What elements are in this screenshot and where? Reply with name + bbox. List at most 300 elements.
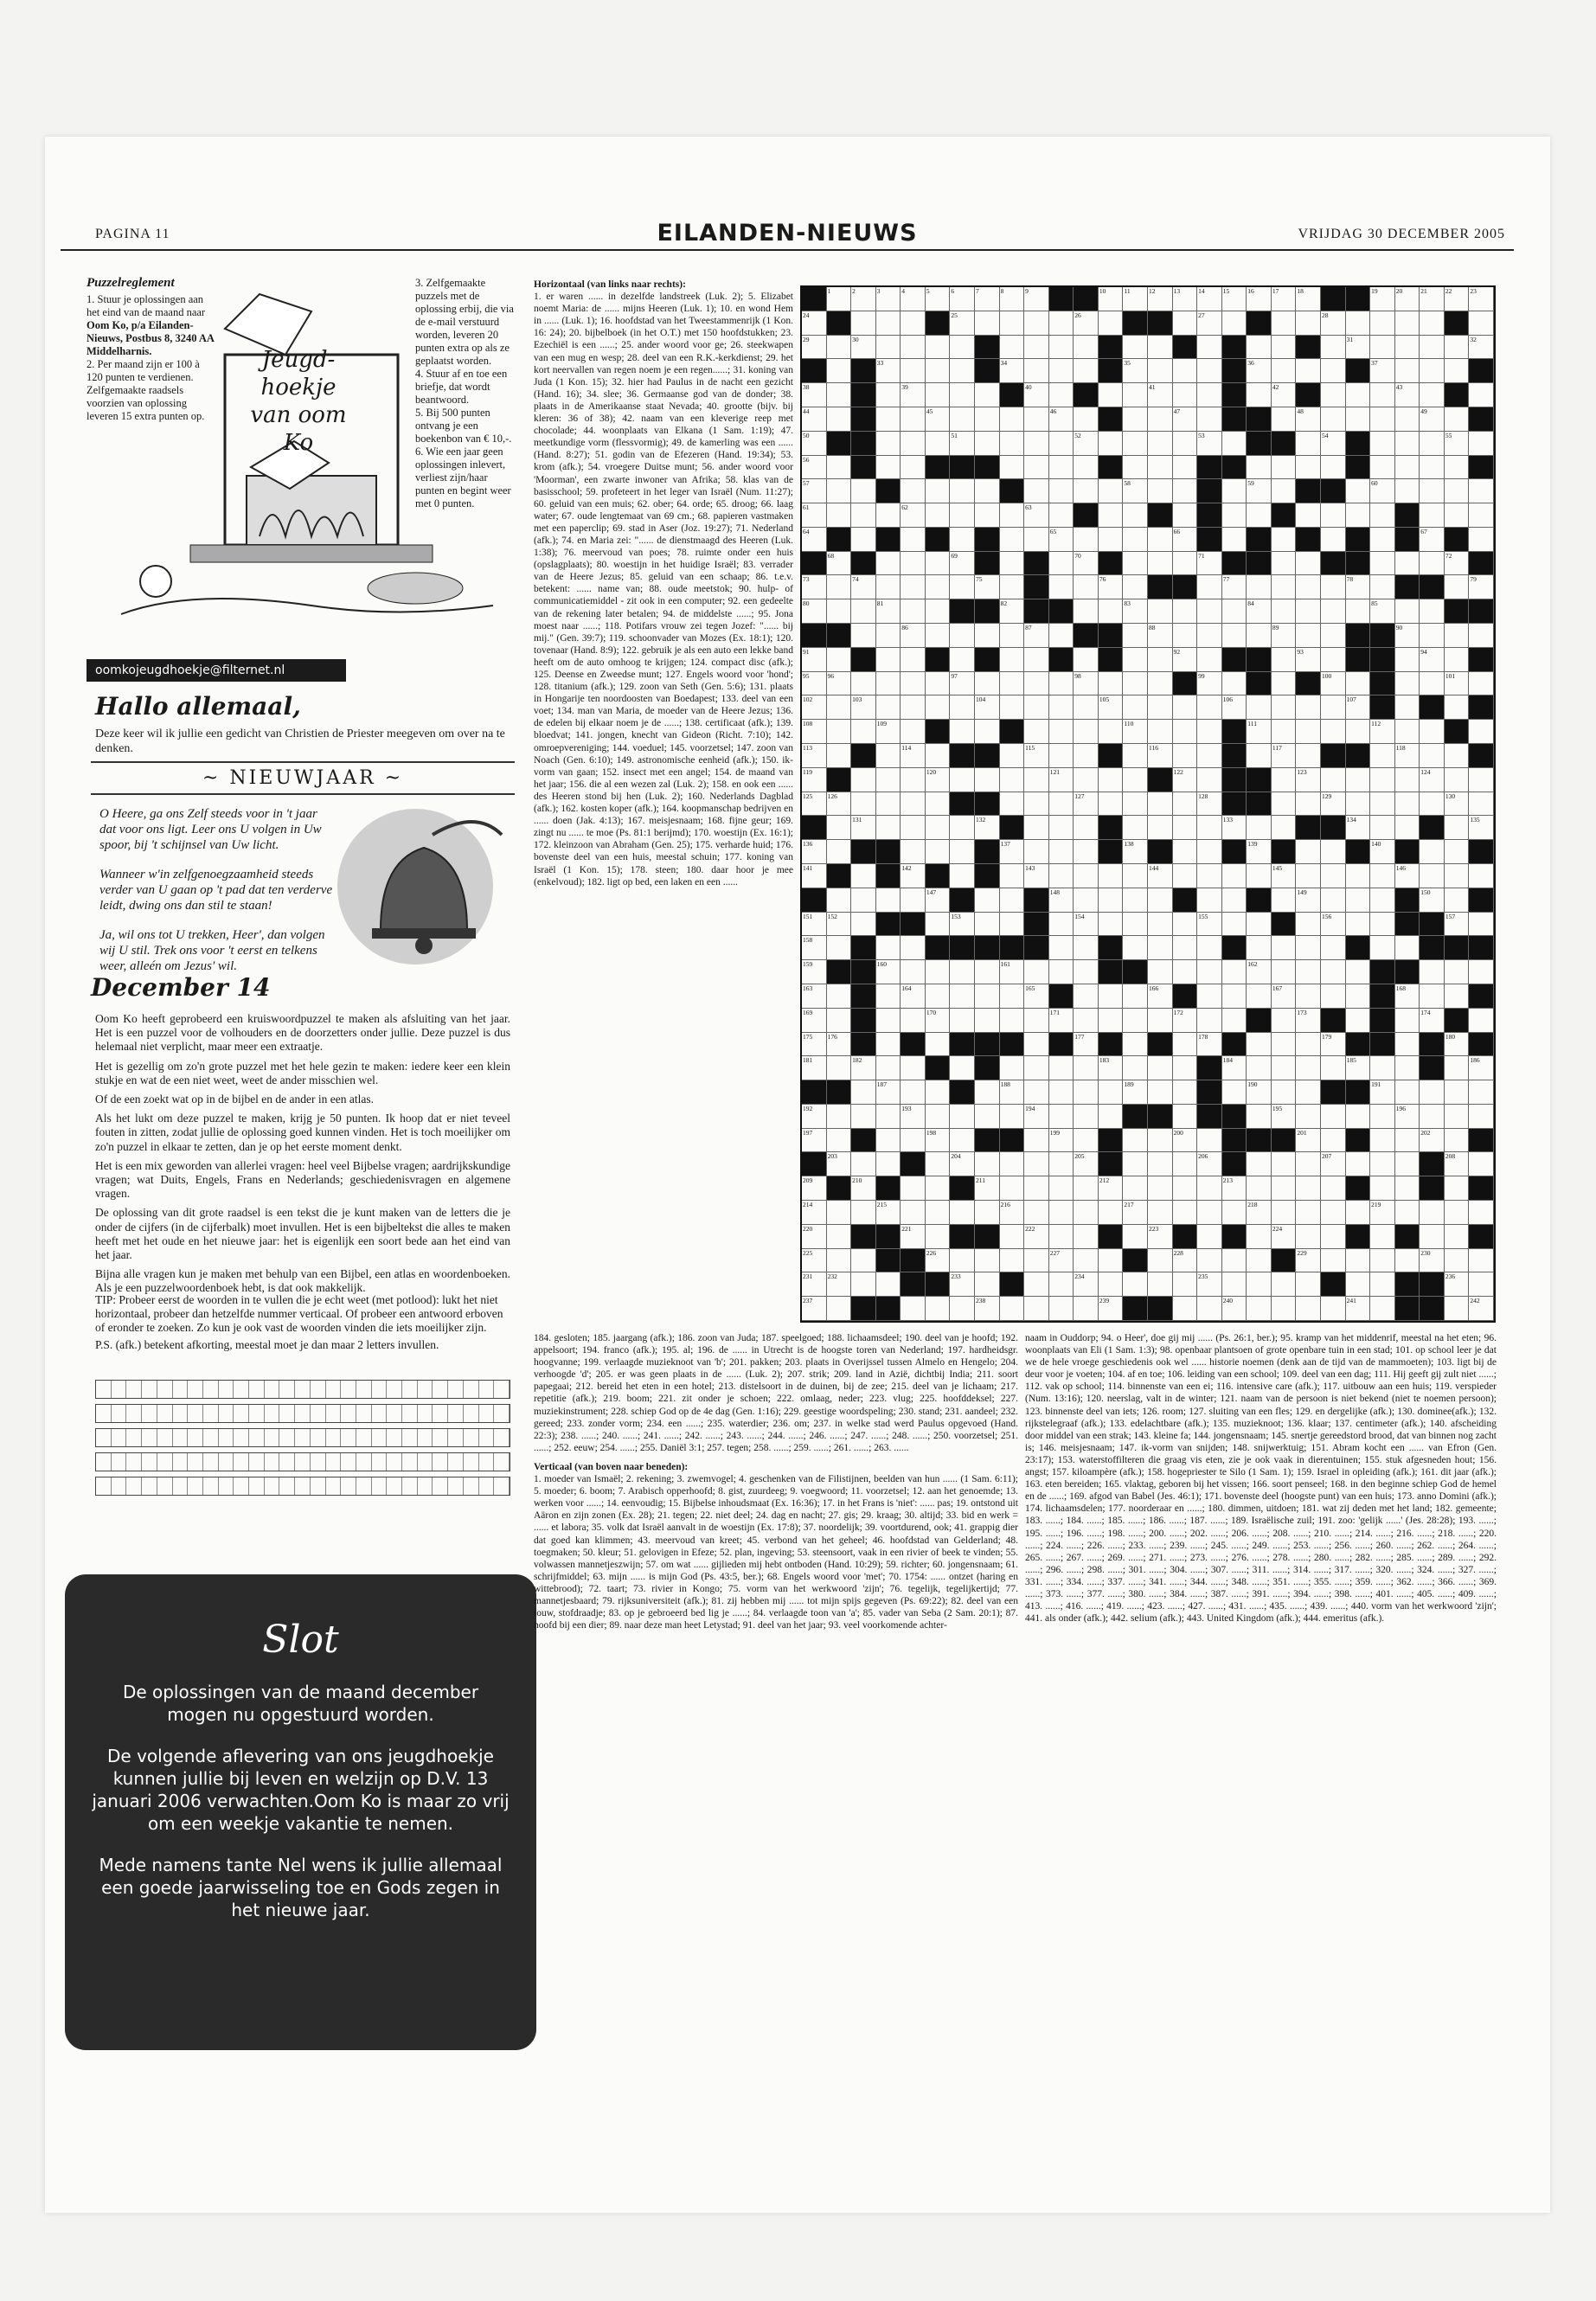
crossword-cell[interactable] bbox=[1321, 1225, 1346, 1249]
crossword-cell[interactable] bbox=[901, 792, 926, 817]
solution-cell[interactable] bbox=[265, 1405, 280, 1422]
crossword-cell[interactable] bbox=[1148, 336, 1173, 360]
crossword-cell[interactable]: 85 bbox=[1370, 599, 1395, 624]
crossword-cell[interactable] bbox=[1024, 311, 1049, 336]
crossword-cell[interactable]: 143 bbox=[1024, 864, 1049, 888]
crossword-cell[interactable]: 214 bbox=[802, 1201, 827, 1225]
solution-cell[interactable] bbox=[494, 1381, 510, 1398]
solution-cell[interactable] bbox=[219, 1429, 234, 1446]
crossword-cell[interactable]: 15 bbox=[1222, 287, 1247, 311]
crossword-cell[interactable]: 186 bbox=[1469, 1056, 1494, 1080]
crossword-cell[interactable] bbox=[975, 383, 1000, 407]
crossword-cell[interactable] bbox=[1099, 1201, 1124, 1225]
crossword-cell[interactable] bbox=[1370, 1129, 1395, 1153]
crossword-cell[interactable] bbox=[851, 624, 876, 648]
crossword-cell[interactable] bbox=[827, 936, 852, 960]
crossword-cell[interactable]: 78 bbox=[1346, 575, 1371, 599]
crossword-cell[interactable] bbox=[1099, 503, 1124, 528]
crossword-cell[interactable]: 163 bbox=[802, 984, 827, 1009]
crossword-cell[interactable] bbox=[1123, 913, 1148, 937]
crossword-cell[interactable]: 237 bbox=[802, 1297, 827, 1321]
crossword-cell[interactable]: 140 bbox=[1370, 840, 1395, 864]
crossword-cell[interactable] bbox=[926, 913, 951, 937]
solution-cell[interactable] bbox=[448, 1453, 464, 1471]
solution-cell[interactable] bbox=[387, 1405, 402, 1422]
crossword-cell[interactable]: 138 bbox=[1123, 840, 1148, 864]
crossword-cell[interactable] bbox=[1000, 768, 1025, 792]
crossword-cell[interactable] bbox=[1099, 599, 1124, 624]
crossword-cell[interactable]: 35 bbox=[1123, 359, 1148, 383]
crossword-cell[interactable] bbox=[1123, 984, 1148, 1009]
crossword-cell[interactable] bbox=[851, 599, 876, 624]
crossword-cell[interactable] bbox=[1321, 336, 1346, 360]
crossword-cell[interactable] bbox=[901, 840, 926, 864]
crossword-cell[interactable]: 29 bbox=[802, 336, 827, 360]
crossword-cell[interactable] bbox=[1296, 1176, 1321, 1201]
crossword-cell[interactable] bbox=[1395, 672, 1420, 696]
crossword-cell[interactable] bbox=[1321, 648, 1346, 672]
crossword-cell[interactable] bbox=[1420, 1105, 1445, 1129]
crossword-cell[interactable] bbox=[1074, 1249, 1099, 1273]
crossword-cell[interactable] bbox=[1024, 528, 1049, 552]
crossword-cell[interactable] bbox=[1445, 648, 1470, 672]
crossword-cell[interactable] bbox=[1099, 913, 1124, 937]
crossword-cell[interactable]: 209 bbox=[802, 1176, 827, 1201]
crossword-cell[interactable]: 86 bbox=[901, 624, 926, 648]
crossword-cell[interactable]: 240 bbox=[1222, 1297, 1247, 1321]
crossword-cell[interactable] bbox=[1197, 1249, 1222, 1273]
crossword-cell[interactable] bbox=[950, 816, 975, 840]
crossword-cell[interactable]: 172 bbox=[1173, 1009, 1198, 1033]
crossword-cell[interactable] bbox=[1173, 792, 1198, 817]
solution-cell[interactable] bbox=[387, 1381, 402, 1398]
crossword-cell[interactable]: 21 bbox=[1420, 287, 1445, 311]
crossword-cell[interactable]: 75 bbox=[975, 575, 1000, 599]
solution-cell[interactable] bbox=[96, 1381, 112, 1398]
crossword-cell[interactable] bbox=[1296, 1056, 1321, 1080]
crossword-cell[interactable]: 122 bbox=[1173, 768, 1198, 792]
solution-cell[interactable] bbox=[433, 1453, 448, 1471]
crossword-cell[interactable] bbox=[1173, 503, 1198, 528]
crossword-cell[interactable] bbox=[1123, 1176, 1148, 1201]
crossword-cell[interactable] bbox=[1024, 960, 1049, 984]
solution-cell[interactable] bbox=[219, 1381, 234, 1398]
crossword-cell[interactable] bbox=[950, 1009, 975, 1033]
crossword-cell[interactable] bbox=[950, 503, 975, 528]
crossword-cell[interactable] bbox=[1272, 1272, 1297, 1297]
solution-cell[interactable] bbox=[96, 1405, 112, 1422]
crossword-cell[interactable] bbox=[1024, 1176, 1049, 1201]
crossword-cell[interactable]: 142 bbox=[901, 864, 926, 888]
crossword-cell[interactable] bbox=[1321, 575, 1346, 599]
crossword-cell[interactable]: 63 bbox=[1024, 503, 1049, 528]
crossword-cell[interactable] bbox=[1321, 695, 1346, 720]
crossword-cell[interactable] bbox=[1272, 768, 1297, 792]
crossword-cell[interactable]: 22 bbox=[1445, 287, 1470, 311]
crossword-cell[interactable] bbox=[1000, 503, 1025, 528]
crossword-cell[interactable]: 117 bbox=[1272, 744, 1297, 768]
crossword-cell[interactable] bbox=[1074, 575, 1099, 599]
crossword-cell[interactable]: 30 bbox=[851, 336, 876, 360]
crossword-cell[interactable]: 203 bbox=[827, 1152, 852, 1176]
crossword-cell[interactable] bbox=[901, 960, 926, 984]
crossword-cell[interactable] bbox=[1024, 1033, 1049, 1057]
crossword-cell[interactable] bbox=[1395, 1176, 1420, 1201]
crossword-cell[interactable] bbox=[1445, 744, 1470, 768]
crossword-cell[interactable] bbox=[851, 864, 876, 888]
crossword-cell[interactable]: 13 bbox=[1173, 287, 1198, 311]
crossword-cell[interactable] bbox=[1000, 695, 1025, 720]
solution-cell[interactable] bbox=[142, 1429, 157, 1446]
crossword-cell[interactable] bbox=[1197, 336, 1222, 360]
crossword-cell[interactable]: 81 bbox=[876, 599, 901, 624]
crossword-cell[interactable] bbox=[1272, 816, 1297, 840]
crossword-cell[interactable] bbox=[926, 816, 951, 840]
crossword-cell[interactable] bbox=[876, 624, 901, 648]
crossword-cell[interactable]: 171 bbox=[1049, 1009, 1074, 1033]
crossword-cell[interactable] bbox=[1000, 575, 1025, 599]
crossword-cell[interactable] bbox=[950, 864, 975, 888]
crossword-cell[interactable]: 39 bbox=[901, 383, 926, 407]
crossword-cell[interactable] bbox=[926, 1201, 951, 1225]
crossword-cell[interactable] bbox=[1173, 599, 1198, 624]
solution-cell[interactable] bbox=[173, 1381, 189, 1398]
crossword-cell[interactable]: 196 bbox=[1395, 1105, 1420, 1129]
crossword-cell[interactable] bbox=[1469, 311, 1494, 336]
crossword-cell[interactable]: 132 bbox=[975, 816, 1000, 840]
crossword-cell[interactable]: 119 bbox=[802, 768, 827, 792]
crossword-cell[interactable]: 56 bbox=[802, 456, 827, 480]
crossword-cell[interactable] bbox=[1346, 1272, 1371, 1297]
solution-cell[interactable] bbox=[464, 1381, 479, 1398]
solution-cell[interactable] bbox=[279, 1453, 295, 1471]
crossword-cell[interactable] bbox=[1197, 624, 1222, 648]
crossword-cell[interactable] bbox=[1370, 456, 1395, 480]
crossword-cell[interactable] bbox=[1123, 432, 1148, 456]
crossword-cell[interactable] bbox=[1222, 311, 1247, 336]
solution-cell[interactable] bbox=[279, 1477, 295, 1495]
crossword-cell[interactable]: 168 bbox=[1395, 984, 1420, 1009]
crossword-cell[interactable] bbox=[1346, 1105, 1371, 1129]
crossword-cell[interactable] bbox=[1123, 792, 1148, 817]
crossword-cell[interactable]: 11 bbox=[1123, 287, 1148, 311]
crossword-cell[interactable] bbox=[926, 672, 951, 696]
crossword-cell[interactable] bbox=[1272, 552, 1297, 576]
crossword-cell[interactable]: 116 bbox=[1148, 744, 1173, 768]
crossword-cell[interactable] bbox=[1272, 407, 1297, 432]
solution-cell[interactable] bbox=[402, 1405, 418, 1422]
crossword-cell[interactable] bbox=[1123, 936, 1148, 960]
crossword-cell[interactable] bbox=[1296, 624, 1321, 648]
crossword-cell[interactable] bbox=[1395, 936, 1420, 960]
crossword-cell[interactable] bbox=[1123, 695, 1148, 720]
crossword-cell[interactable] bbox=[1173, 359, 1198, 383]
crossword-cell[interactable] bbox=[1420, 672, 1445, 696]
crossword-cell[interactable] bbox=[1247, 695, 1272, 720]
crossword-cell[interactable]: 230 bbox=[1420, 1249, 1445, 1273]
crossword-cell[interactable]: 102 bbox=[802, 695, 827, 720]
solution-cell[interactable] bbox=[356, 1477, 372, 1495]
solution-cell[interactable] bbox=[142, 1405, 157, 1422]
solution-cell[interactable] bbox=[219, 1453, 234, 1471]
crossword-cell[interactable] bbox=[1469, 528, 1494, 552]
crossword-cell[interactable] bbox=[1024, 792, 1049, 817]
crossword-cell[interactable]: 6 bbox=[950, 287, 975, 311]
solution-cell[interactable] bbox=[249, 1381, 265, 1398]
crossword-cell[interactable]: 181 bbox=[802, 1056, 827, 1080]
crossword-cell[interactable] bbox=[876, 1152, 901, 1176]
crossword-cell[interactable] bbox=[1148, 888, 1173, 913]
solution-cell[interactable] bbox=[265, 1477, 280, 1495]
crossword-cell[interactable]: 164 bbox=[901, 984, 926, 1009]
crossword-cell[interactable] bbox=[1445, 359, 1470, 383]
solution-cell[interactable] bbox=[234, 1453, 249, 1471]
crossword-cell[interactable] bbox=[901, 407, 926, 432]
crossword-cell[interactable] bbox=[1148, 720, 1173, 744]
crossword-cell[interactable] bbox=[1049, 432, 1074, 456]
crossword-cell[interactable] bbox=[1123, 1033, 1148, 1057]
crossword-cell[interactable] bbox=[1272, 456, 1297, 480]
crossword-cell[interactable] bbox=[1321, 936, 1346, 960]
crossword-cell[interactable] bbox=[1420, 840, 1445, 864]
crossword-cell[interactable] bbox=[975, 1105, 1000, 1129]
crossword-cell[interactable] bbox=[1296, 695, 1321, 720]
solution-cell[interactable] bbox=[448, 1405, 464, 1422]
crossword-cell[interactable]: 195 bbox=[1272, 1105, 1297, 1129]
crossword-cell[interactable] bbox=[1148, 816, 1173, 840]
crossword-cell[interactable] bbox=[1247, 575, 1272, 599]
solution-cell[interactable] bbox=[265, 1429, 280, 1446]
crossword-cell[interactable] bbox=[1000, 407, 1025, 432]
crossword-cell[interactable] bbox=[1049, 1080, 1074, 1105]
crossword-cell[interactable] bbox=[926, 840, 951, 864]
crossword-cell[interactable]: 137 bbox=[1000, 840, 1025, 864]
solution-cell[interactable] bbox=[464, 1477, 479, 1495]
crossword-cell[interactable] bbox=[1173, 1033, 1198, 1057]
crossword-cell[interactable] bbox=[1173, 479, 1198, 503]
crossword-cell[interactable] bbox=[1296, 913, 1321, 937]
crossword-cell[interactable] bbox=[1469, 913, 1494, 937]
solution-cell[interactable] bbox=[173, 1405, 189, 1422]
crossword-cell[interactable] bbox=[901, 1129, 926, 1153]
crossword-cell[interactable] bbox=[1445, 336, 1470, 360]
crossword-cell[interactable] bbox=[1173, 432, 1198, 456]
solution-cell[interactable] bbox=[203, 1477, 219, 1495]
crossword-cell[interactable] bbox=[1074, 359, 1099, 383]
crossword-cell[interactable] bbox=[1370, 744, 1395, 768]
crossword-cell[interactable] bbox=[950, 1129, 975, 1153]
crossword-cell[interactable] bbox=[1123, 1225, 1148, 1249]
crossword-cell[interactable] bbox=[876, 503, 901, 528]
crossword-cell[interactable] bbox=[1024, 432, 1049, 456]
crossword-cell[interactable] bbox=[1370, 1297, 1395, 1321]
crossword-cell[interactable] bbox=[1148, 1201, 1173, 1225]
crossword-cell[interactable] bbox=[1346, 311, 1371, 336]
crossword-cell[interactable] bbox=[950, 528, 975, 552]
crossword-cell[interactable] bbox=[1123, 816, 1148, 840]
solution-cell[interactable] bbox=[219, 1477, 234, 1495]
solution-cell[interactable] bbox=[418, 1477, 433, 1495]
crossword-cell[interactable] bbox=[1420, 1080, 1445, 1105]
crossword-cell[interactable]: 198 bbox=[926, 1129, 951, 1153]
crossword-cell[interactable] bbox=[1099, 1080, 1124, 1105]
crossword-cell[interactable] bbox=[1173, 1105, 1198, 1129]
crossword-cell[interactable]: 210 bbox=[851, 1176, 876, 1201]
crossword-cell[interactable]: 201 bbox=[1296, 1129, 1321, 1153]
crossword-cell[interactable] bbox=[1123, 744, 1148, 768]
solution-cell[interactable] bbox=[188, 1381, 203, 1398]
solution-cell[interactable] bbox=[448, 1381, 464, 1398]
crossword-cell[interactable] bbox=[851, 1080, 876, 1105]
solution-cell[interactable] bbox=[341, 1453, 356, 1471]
crossword-cell[interactable]: 90 bbox=[1395, 624, 1420, 648]
crossword-cell[interactable] bbox=[1123, 407, 1148, 432]
crossword-cell[interactable] bbox=[1074, 479, 1099, 503]
crossword-cell[interactable] bbox=[950, 1105, 975, 1129]
crossword-cell[interactable] bbox=[1321, 768, 1346, 792]
crossword-cell[interactable] bbox=[901, 816, 926, 840]
solution-cell[interactable] bbox=[448, 1429, 464, 1446]
crossword-cell[interactable] bbox=[827, 1009, 852, 1033]
solution-cell[interactable] bbox=[479, 1453, 495, 1471]
crossword-cell[interactable] bbox=[1296, 1033, 1321, 1057]
crossword-cell[interactable]: 34 bbox=[1000, 359, 1025, 383]
solution-cell[interactable] bbox=[203, 1381, 219, 1398]
crossword-cell[interactable] bbox=[1420, 456, 1445, 480]
crossword-cell[interactable] bbox=[1272, 936, 1297, 960]
crossword-cell[interactable] bbox=[1049, 672, 1074, 696]
crossword-cell[interactable]: 156 bbox=[1321, 913, 1346, 937]
crossword-cell[interactable]: 160 bbox=[876, 960, 901, 984]
crossword-cell[interactable]: 66 bbox=[1173, 528, 1198, 552]
crossword-cell[interactable] bbox=[1222, 1249, 1247, 1273]
crossword-cell[interactable] bbox=[1024, 1249, 1049, 1273]
crossword-cell[interactable] bbox=[1000, 864, 1025, 888]
crossword-cell[interactable] bbox=[1148, 456, 1173, 480]
crossword-cell[interactable] bbox=[975, 913, 1000, 937]
crossword-cell[interactable] bbox=[1272, 1080, 1297, 1105]
crossword-cell[interactable] bbox=[1469, 503, 1494, 528]
crossword-cell[interactable] bbox=[1049, 575, 1074, 599]
solution-cell[interactable] bbox=[479, 1405, 495, 1422]
crossword-cell[interactable] bbox=[1346, 984, 1371, 1009]
crossword-cell[interactable] bbox=[1420, 336, 1445, 360]
crossword-cell[interactable] bbox=[1049, 624, 1074, 648]
crossword-cell[interactable]: 162 bbox=[1247, 960, 1272, 984]
crossword-cell[interactable] bbox=[1173, 840, 1198, 864]
crossword-cell[interactable]: 205 bbox=[1074, 1152, 1099, 1176]
crossword-cell[interactable] bbox=[975, 1009, 1000, 1033]
crossword-cell[interactable] bbox=[1148, 913, 1173, 937]
crossword-cell[interactable] bbox=[1123, 1056, 1148, 1080]
crossword-cell[interactable] bbox=[1099, 1105, 1124, 1129]
crossword-cell[interactable]: 79 bbox=[1469, 575, 1494, 599]
crossword-cell[interactable]: 7 bbox=[975, 287, 1000, 311]
crossword-cell[interactable] bbox=[950, 336, 975, 360]
crossword-cell[interactable]: 71 bbox=[1197, 552, 1222, 576]
crossword-cell[interactable]: 26 bbox=[1074, 311, 1099, 336]
crossword-cell[interactable] bbox=[1148, 695, 1173, 720]
solution-cell[interactable] bbox=[387, 1429, 402, 1446]
crossword-cell[interactable] bbox=[1099, 1249, 1124, 1273]
crossword-cell[interactable] bbox=[1321, 1176, 1346, 1201]
crossword-cell[interactable] bbox=[1420, 552, 1445, 576]
crossword-cell[interactable]: 36 bbox=[1247, 359, 1272, 383]
crossword-cell[interactable]: 149 bbox=[1296, 888, 1321, 913]
crossword-cell[interactable]: 212 bbox=[1099, 1176, 1124, 1201]
crossword-cell[interactable]: 146 bbox=[1395, 864, 1420, 888]
crossword-cell[interactable] bbox=[1370, 1056, 1395, 1080]
crossword-cell[interactable] bbox=[901, 575, 926, 599]
crossword-cell[interactable] bbox=[1148, 479, 1173, 503]
crossword-cell[interactable]: 105 bbox=[1099, 695, 1124, 720]
crossword-cell[interactable] bbox=[1247, 336, 1272, 360]
crossword-cell[interactable]: 14 bbox=[1197, 287, 1222, 311]
crossword-cell[interactable] bbox=[1049, 1272, 1074, 1297]
solution-cell[interactable] bbox=[249, 1453, 265, 1471]
crossword-cell[interactable] bbox=[1370, 1249, 1395, 1273]
crossword-cell[interactable] bbox=[1000, 432, 1025, 456]
crossword-cell[interactable] bbox=[1099, 479, 1124, 503]
crossword-cell[interactable] bbox=[975, 503, 1000, 528]
crossword-cell[interactable]: 178 bbox=[1197, 1033, 1222, 1057]
crossword-cell[interactable]: 100 bbox=[1321, 672, 1346, 696]
crossword-cell[interactable]: 64 bbox=[802, 528, 827, 552]
crossword-cell[interactable] bbox=[1395, 1249, 1420, 1273]
solution-cell[interactable] bbox=[279, 1429, 295, 1446]
crossword-cell[interactable] bbox=[1173, 960, 1198, 984]
solution-cell[interactable] bbox=[494, 1453, 510, 1471]
crossword-cell[interactable] bbox=[1272, 311, 1297, 336]
crossword-cell[interactable] bbox=[851, 792, 876, 817]
crossword-cell[interactable] bbox=[950, 359, 975, 383]
crossword-cell[interactable]: 91 bbox=[802, 648, 827, 672]
crossword-cell[interactable]: 169 bbox=[802, 1009, 827, 1033]
crossword-cell[interactable] bbox=[926, 575, 951, 599]
crossword-cell[interactable] bbox=[1123, 528, 1148, 552]
solution-cell[interactable] bbox=[249, 1477, 265, 1495]
crossword-cell[interactable] bbox=[827, 695, 852, 720]
crossword-cell[interactable] bbox=[1148, 672, 1173, 696]
crossword-cell[interactable] bbox=[876, 936, 901, 960]
crossword-cell[interactable] bbox=[1049, 1105, 1074, 1129]
solution-cell[interactable] bbox=[356, 1429, 372, 1446]
crossword-cell[interactable] bbox=[827, 599, 852, 624]
solution-cell[interactable] bbox=[96, 1429, 112, 1446]
crossword-cell[interactable]: 235 bbox=[1197, 1272, 1222, 1297]
solution-cell[interactable] bbox=[249, 1429, 265, 1446]
crossword-cell[interactable] bbox=[1024, 336, 1049, 360]
crossword-cell[interactable] bbox=[1074, 984, 1099, 1009]
crossword-cell[interactable] bbox=[1247, 1033, 1272, 1057]
crossword-cell[interactable] bbox=[926, 960, 951, 984]
crossword-cell[interactable] bbox=[827, 1056, 852, 1080]
solution-cell[interactable] bbox=[479, 1429, 495, 1446]
solution-cell[interactable] bbox=[295, 1381, 311, 1398]
crossword-cell[interactable] bbox=[1074, 1080, 1099, 1105]
crossword-cell[interactable] bbox=[901, 720, 926, 744]
crossword-cell[interactable]: 150 bbox=[1420, 888, 1445, 913]
solution-cell[interactable] bbox=[126, 1429, 142, 1446]
crossword-cell[interactable]: 206 bbox=[1197, 1152, 1222, 1176]
crossword-cell[interactable] bbox=[1173, 383, 1198, 407]
crossword-cell[interactable] bbox=[1445, 816, 1470, 840]
solution-cell[interactable] bbox=[188, 1453, 203, 1471]
crossword-cell[interactable] bbox=[876, 1272, 901, 1297]
crossword-cell[interactable] bbox=[1049, 1056, 1074, 1080]
crossword-cell[interactable] bbox=[1370, 432, 1395, 456]
crossword-cell[interactable] bbox=[1222, 624, 1247, 648]
